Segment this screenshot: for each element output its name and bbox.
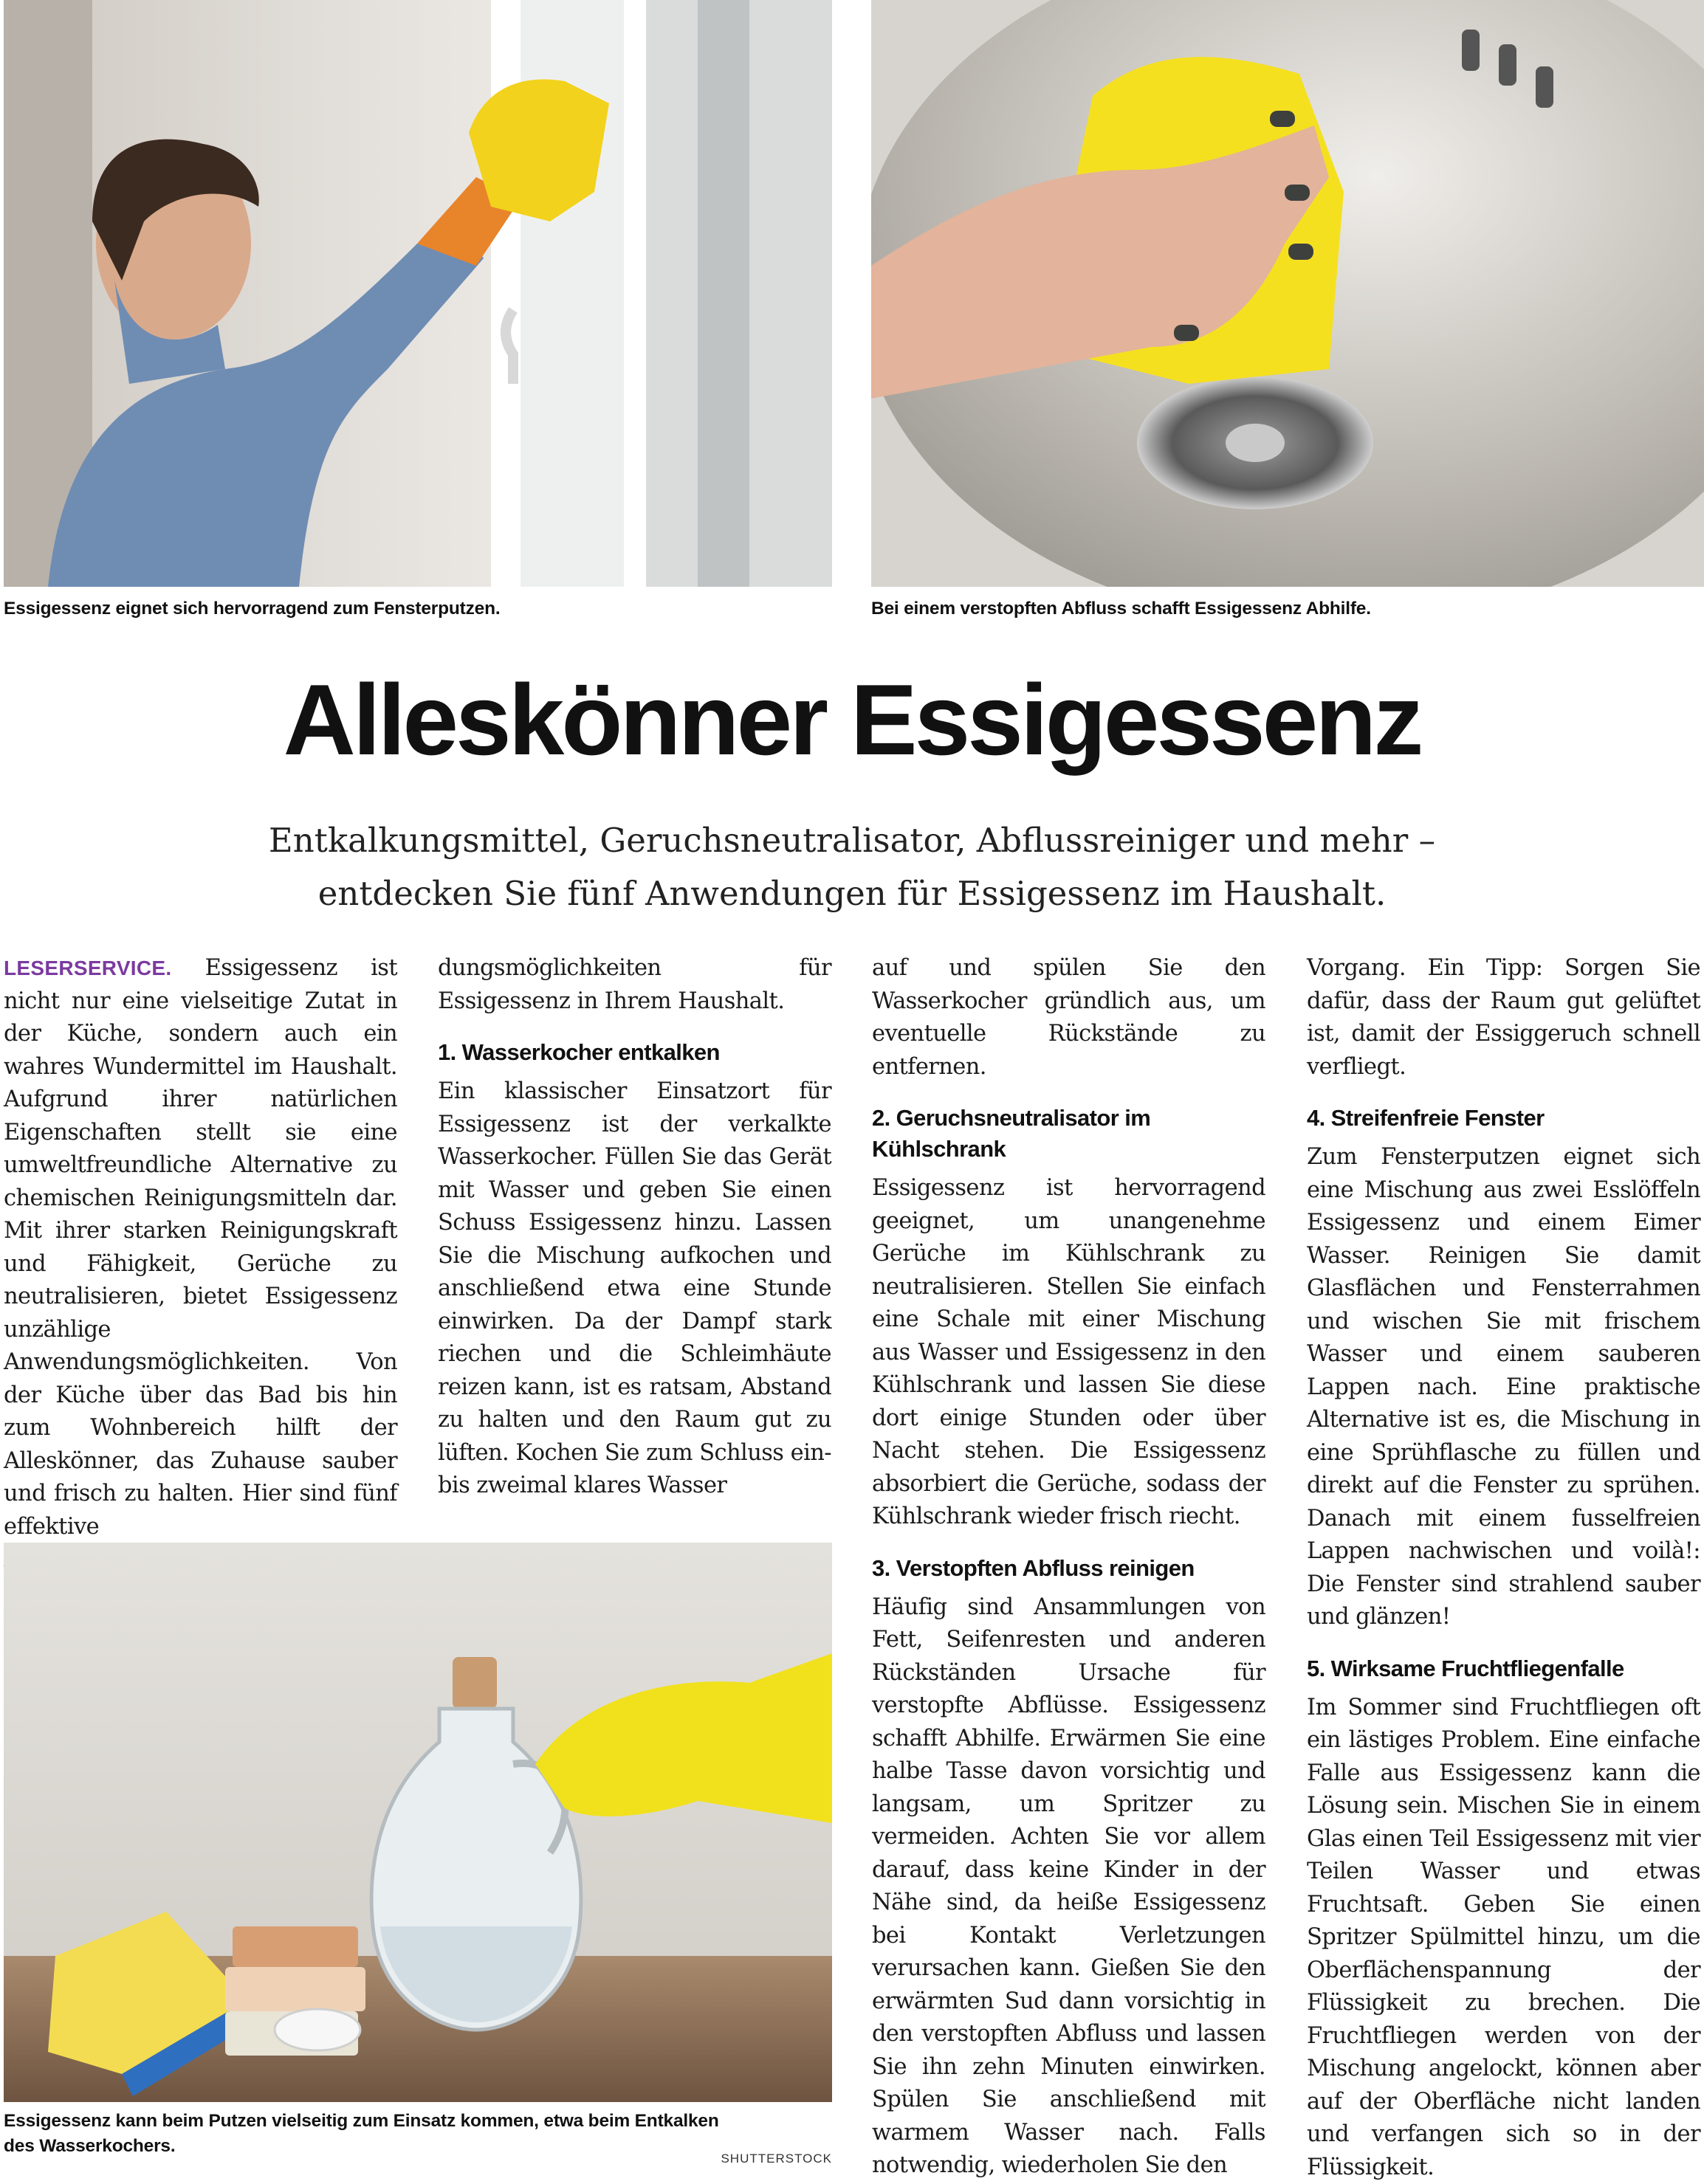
section-1-body: Ein klassischer Einsatzort für Essigessenz ist der verkalkte Wasserkocher. Füllen Sie das Gerät mit Wasser und geben Sie einen Schuss Essigessenz hinzu. Lassen Sie die Mischung aufkochen und anschließend etwa eine Stunde einwirken. Da der Dampf stark riechen und die Schleimhäute reizen kann, ist es ratsam, Abstand zu halten und den Raum gut zu lüften. Kochen Sie zum Schluss ein- bis zweimal klares Wasser: [438, 1075, 831, 1503]
section-2-body: Essigessenz ist hervorragend geeignet, um unangenehme Gerüche im Kühlschrank zu neutralisieren. Stellen Sie einfach eine Schale mit einer Mischung aus Wasser und Essigessenz in den Kühlschrank und lassen Sie diese dort einige Stunden oder über Nacht stehen. Die Essigessenz absorbiert die Gerüche, sodass der Kühlschrank wieder frisch riecht.: [872, 1172, 1265, 1534]
section-3-body: Häufig sind Ansammlungen von Fett, Seifenresten und anderen Rückständen Ursache für verstopfte Abflüsse. Essigessenz schafft Abhilfe. Erwärmen Sie eine halbe Tasse davon vorsichtig und langsam, um Spritzer zu vermeiden. Achten Sie vor allem darauf, dass keine Kinder in der Nähe sind, da heiße Essigessenz bei Kontakt Verletzungen verursachen kann. Gießen Sie den erwärmten Sud dann vorsichtig in den verstopften Abfluss und lassen Sie ihn zehn Minuten einwirken. Spülen Sie anschließend mit warmem Wasser nach. Falls notwendig, wiederholen Sie den: [872, 1591, 1265, 2183]
section-3-title: 3. Verstopften Abfluss reinigen: [872, 1553, 1265, 1584]
section-5-title: 5. Wirksame Fruchtfliegenfalle: [1307, 1653, 1700, 1684]
intro-paragraph: [4, 952, 397, 1609]
section-5-body: Im Sommer sind Fruchtfliegen oft ein lästiges Problem. Eine einfache Falle aus Essigessenz kann die Lösung sein. Mischen Sie in einem Glas einen Teil Essigessenz mit vier Teilen Wasser und etwas Fruchtsaft. Geben Sie einen Spritzer Spülmittel hinzu, um die Oberflächenspannung der Flüssigkeit zu brechen. Die Fruchtfliegen werden von der Mischung angelockt, können aber auf der Oberfläche nicht landen und verfangen sich so in der Flüssigkeit.: [1307, 1692, 1700, 2184]
section-2-title: 2. Geruchsneutralisator im Kühlschrank: [872, 1103, 1265, 1165]
headline: Alleskönner Essigessenz: [0, 661, 1704, 779]
photo-bottle-caption: [4, 2109, 779, 2159]
intro-continued: dungsmöglichkeiten für Essigessenz in Ihrem Haushalt.: [438, 952, 831, 1018]
section-4-body: Zum Fensterputzen eignet sich eine Mischung aus zwei Esslöffeln Essigessenz und einem Eimer Wasser. Reinigen Sie damit Glasflächen und Fensterrahmen und wischen Sie mit frischem Wasser und einem sauberen Lappen nach. Eine praktische Alternative ist es, die Mischung in eine Sprühflasche zu füllen und direkt auf die Fenster zu sprühen. Danach mit einem fusselfreien Lappen nachwischen und voilà!: Die Fenster sind strahlend sauber und glänzen!: [1307, 1141, 1700, 1634]
subhead-line-2: entdecken Sie fünf Anwendungen für Essigessenz im Haushalt.: [0, 867, 1704, 920]
intro-text: Essigessenz ist nicht nur eine vielseitige Zutat in der Küche, sondern auch ein wahres Wundermittel im Haushalt. Aufgrund ihrer natürlichen Eigenschaften stellt sie eine umweltfreundliche Alternative zu chemischen Reinigungsmitteln dar. Mit ihrer starken Reinigungskraft und Fähigkeit, Gerüche zu neutralisieren, bietet Essigessenz unzählige Anwendungsmöglichkeiten. Von der Küche über das Bad bis hin zum Wohnbereich hilft der Alleskönner, das Zuhause sauber und frisch zu halten. Hier sind fünf effektive: [4, 955, 397, 1605]
article-column-4: [1307, 952, 1700, 2178]
photo-credit: SHUTTERSTOCK: [721, 2152, 832, 2166]
section-4-title: 4. Streifenfreie Fenster: [1307, 1103, 1700, 1134]
photo-sink-cleaning: [871, 0, 1704, 587]
article-column-3: [872, 952, 1265, 2178]
article-column-1: [4, 952, 397, 1535]
kicker: LESERSERVICE.: [4, 957, 171, 979]
photo-bottle-caption-line-2: des Wasserkochers.: [4, 2134, 779, 2159]
photo-window-cleaning: [4, 0, 832, 587]
photo-window-caption: Essigessenz eignet sich hervorragend zum Fensterputzen.: [4, 596, 500, 621]
section-1-title: 1. Wasserkocher entkalken: [438, 1037, 831, 1068]
section-3-continued: Vorgang. Ein Tipp: Sorgen Sie dafür, dass der Raum gut gelüftet ist, damit der Essiggeruch schnell verfliegt.: [1307, 952, 1700, 1084]
section-1-continued: auf und spülen Sie den Wasserkocher gründlich aus, um eventuelle Rückstände zu entfernen.: [872, 952, 1265, 1084]
photo-vinegar-bottle: [4, 1543, 832, 2102]
subhead: [0, 814, 1704, 920]
article-column-2: [438, 952, 831, 1535]
subhead-line-1: Entkalkungsmittel, Geruchsneutralisator, Abflussreiniger und mehr –: [0, 814, 1704, 867]
photo-sink-caption: Bei einem verstopften Abfluss schafft Essigessenz Abhilfe.: [871, 596, 1371, 621]
photo-bottle-caption-line-1: Essigessenz kann beim Putzen vielseitig zum Einsatz kommen, etwa beim Entkalken: [4, 2109, 779, 2134]
